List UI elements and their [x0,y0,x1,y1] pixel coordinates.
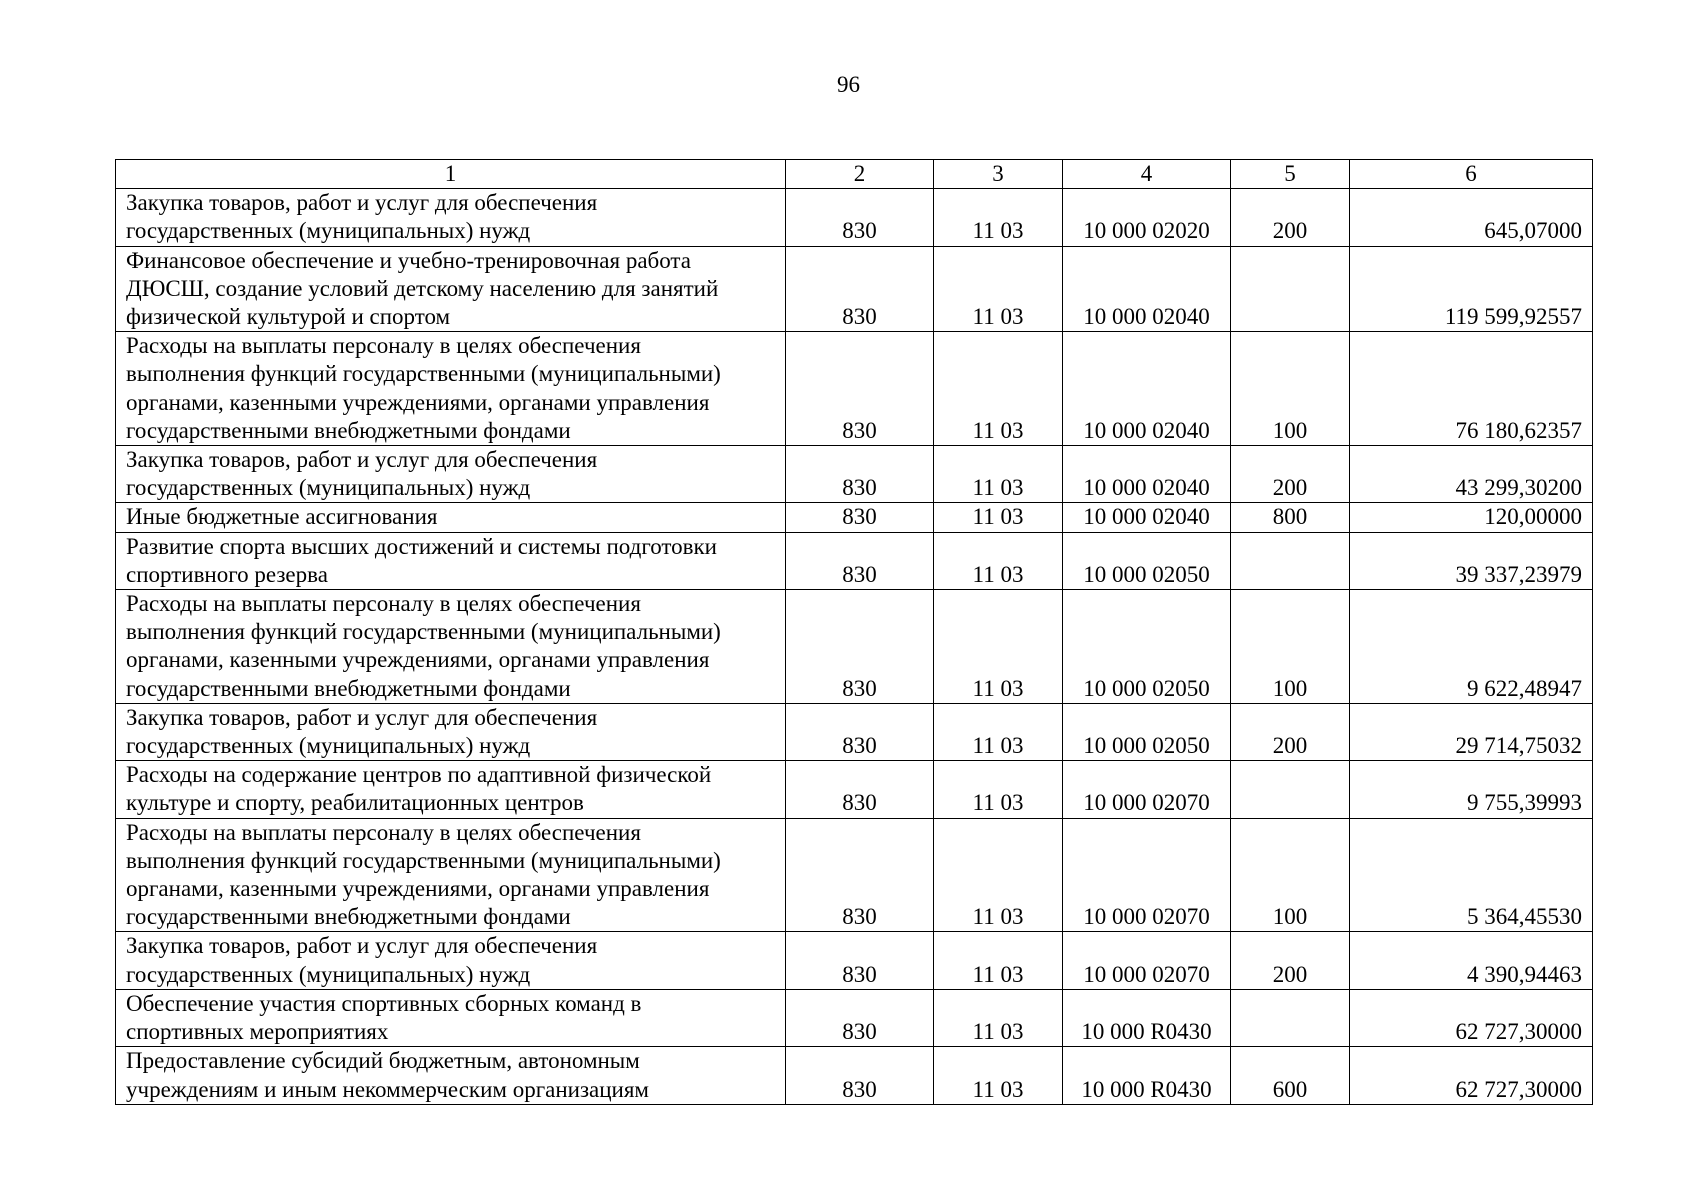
amount-cell: 62 727,30000 [1350,1047,1593,1104]
expense-type-cell: 200 [1231,703,1350,760]
description-line: Закупка товаров, работ и услуг для обеспечения [126,447,598,473]
target-article-cell: 10 000 02070 [1063,761,1231,818]
section-code-cell: 11 03 [934,703,1063,760]
table-row [116,246,1593,332]
department-code-cell: 830 [786,989,934,1046]
amount-cell: 119 599,92557 [1350,246,1593,332]
description-line: государственными внебюджетными фондами [126,675,571,701]
description-line: органами, казенными учреждениями, органами управления [126,389,710,415]
expense-description-cell [116,246,786,332]
amount-cell: 62 727,30000 [1350,989,1593,1046]
section-code-cell: 11 03 [934,532,1063,589]
column-header-1: 1 [116,160,786,189]
department-code-cell: 830 [786,932,934,989]
table-row [116,703,1593,760]
description-line: спортивных мероприятиях [126,1019,389,1045]
expense-description-cell [116,818,786,932]
section-code-cell: 11 03 [934,989,1063,1046]
section-code-cell: 11 03 [934,818,1063,932]
description-line: учреждениям и иным некоммерческим организациям [126,1076,649,1102]
expense-type-cell: 200 [1231,189,1350,246]
description-line: выполнения функций государственными (муниципальными) [126,847,721,873]
amount-cell: 29 714,75032 [1350,703,1593,760]
expense-type-cell [1231,761,1350,818]
department-code-cell: 830 [786,590,934,704]
amount-cell: 645,07000 [1350,189,1593,246]
expense-description-cell [116,989,786,1046]
target-article-cell: 10 000 02040 [1063,446,1231,503]
target-article-cell: 10 000 02070 [1063,818,1231,932]
department-code-cell: 830 [786,818,934,932]
table-row [116,761,1593,818]
department-code-cell: 830 [786,532,934,589]
amount-cell: 9 622,48947 [1350,590,1593,704]
expense-description-cell [116,503,786,532]
description-line: Расходы на выплаты персоналу в целях обеспечения [126,333,641,359]
expense-type-cell [1231,246,1350,332]
table-row [116,818,1593,932]
department-code-cell: 830 [786,503,934,532]
description-line: Расходы на выплаты персоналу в целях обеспечения [126,591,641,617]
description-line: Финансовое обеспечение и учебно-тренировочная работа [126,247,691,273]
page-number: 96 [837,72,860,97]
table-row [116,446,1593,503]
section-code-cell: 11 03 [934,446,1063,503]
amount-cell: 76 180,62357 [1350,332,1593,446]
description-line: Расходы на выплаты персоналу в целях обеспечения [126,819,641,845]
target-article-cell: 10 000 02040 [1063,503,1231,532]
section-code-cell: 11 03 [934,761,1063,818]
description-line: Закупка товаров, работ и услуг для обеспечения [126,933,598,959]
expense-type-cell: 200 [1231,932,1350,989]
description-line: государственных (муниципальных) нужд [126,475,531,501]
table-row [116,332,1593,446]
table-row [116,989,1593,1046]
expense-description-cell [116,761,786,818]
section-code-cell: 11 03 [934,932,1063,989]
target-article-cell: 10 000 02050 [1063,532,1231,589]
expense-description-cell [116,932,786,989]
description-line: Развитие спорта высших достижений и системы подготовки [126,533,717,559]
section-code-cell: 11 03 [934,590,1063,704]
amount-cell: 39 337,23979 [1350,532,1593,589]
expense-type-cell: 600 [1231,1047,1350,1104]
description-line: государственных (муниципальных) нужд [126,733,531,759]
expense-type-cell: 100 [1231,332,1350,446]
expense-description-cell [116,1047,786,1104]
department-code-cell: 830 [786,189,934,246]
department-code-cell: 830 [786,1047,934,1104]
expense-description-cell [116,332,786,446]
column-header-3: 3 [934,160,1063,189]
target-article-cell: 10 000 02020 [1063,189,1231,246]
description-line: Иные бюджетные ассигнования [126,504,438,530]
expense-description-cell [116,532,786,589]
amount-cell: 9 755,39993 [1350,761,1593,818]
target-article-cell: 10 000 02050 [1063,590,1231,704]
column-header-6: 6 [1350,160,1593,189]
target-article-cell: 10 000 02040 [1063,246,1231,332]
expense-type-cell: 100 [1231,590,1350,704]
table-row [116,590,1593,704]
department-code-cell: 830 [786,703,934,760]
section-code-cell: 11 03 [934,189,1063,246]
description-line: физической культурой и спортом [126,304,451,330]
description-line: Обеспечение участия спортивных сборных команд в [126,990,642,1016]
department-code-cell: 830 [786,332,934,446]
description-line: государственными внебюджетными фондами [126,904,571,930]
description-line: государственных (муниципальных) нужд [126,218,531,244]
table-row [116,532,1593,589]
department-code-cell: 830 [786,761,934,818]
expense-description-cell [116,590,786,704]
header-row [116,160,1593,189]
target-article-cell: 10 000 02050 [1063,703,1231,760]
amount-cell: 4 390,94463 [1350,932,1593,989]
department-code-cell: 830 [786,246,934,332]
section-code-cell: 11 03 [934,332,1063,446]
target-article-cell: 10 000 R0430 [1063,989,1231,1046]
description-line: выполнения функций государственными (муниципальными) [126,361,721,387]
table-row [116,1047,1593,1104]
table-row [116,932,1593,989]
expense-type-cell: 200 [1231,446,1350,503]
section-code-cell: 11 03 [934,1047,1063,1104]
expense-type-cell: 800 [1231,503,1350,532]
description-line: государственных (муниципальных) нужд [126,961,531,987]
expense-description-cell [116,189,786,246]
target-article-cell: 10 000 02070 [1063,932,1231,989]
description-line: государственными внебюджетными фондами [126,417,571,443]
table-row [116,189,1593,246]
target-article-cell: 10 000 R0430 [1063,1047,1231,1104]
table-header [116,160,1593,189]
column-header-5: 5 [1231,160,1350,189]
description-line: культуре и спорту, реабилитационных центров [126,790,584,816]
description-line: ДЮСШ, создание условий детскому населению для занятий [126,275,719,301]
expense-type-cell [1231,532,1350,589]
description-line: Расходы на содержание центров по адаптивной физической [126,762,712,788]
amount-cell: 120,00000 [1350,503,1593,532]
description-line: Закупка товаров, работ и услуг для обеспечения [126,190,598,216]
section-code-cell: 11 03 [934,246,1063,332]
section-code-cell: 11 03 [934,503,1063,532]
budget-table [115,159,1593,1105]
column-header-4: 4 [1063,160,1231,189]
description-line: спортивного резерва [126,561,328,587]
expense-description-cell [116,446,786,503]
description-line: органами, казенными учреждениями, органами управления [126,647,710,673]
department-code-cell: 830 [786,446,934,503]
target-article-cell: 10 000 02040 [1063,332,1231,446]
table-body [116,189,1593,1105]
expense-type-cell [1231,989,1350,1046]
amount-cell: 5 364,45530 [1350,818,1593,932]
description-line: выполнения функций государственными (муниципальными) [126,619,721,645]
description-line: органами, казенными учреждениями, органами управления [126,876,710,902]
description-line: Предоставление субсидий бюджетным, автономным [126,1048,640,1074]
expense-type-cell: 100 [1231,818,1350,932]
table-row [116,503,1593,532]
amount-cell: 43 299,30200 [1350,446,1593,503]
column-header-2: 2 [786,160,934,189]
expense-description-cell [116,703,786,760]
description-line: Закупка товаров, работ и услуг для обеспечения [126,704,598,730]
